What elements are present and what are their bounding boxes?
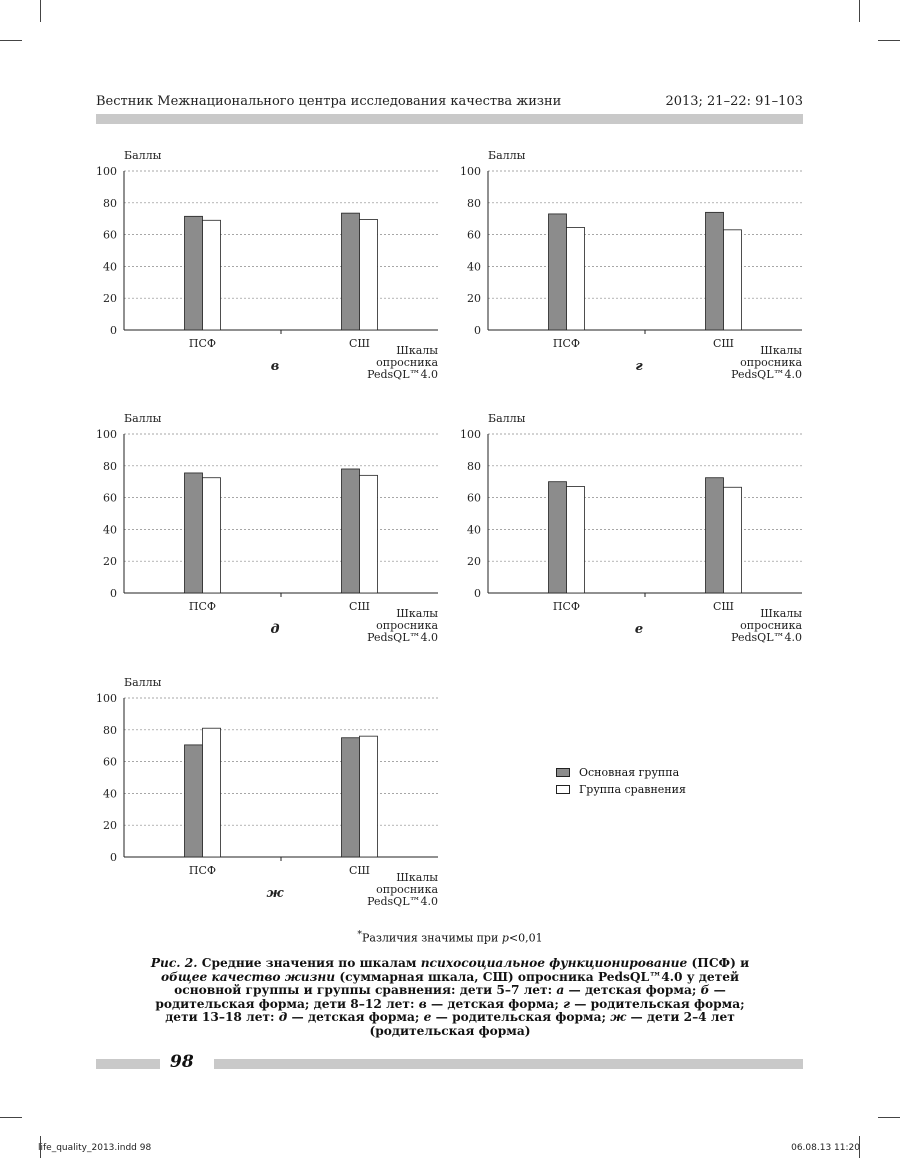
caption-term: общее качество жизни [160, 969, 336, 984]
caption-panel-letter: в [418, 996, 427, 1011]
caption-text: — родительская форма; дети 8–12 лет: [155, 983, 726, 1011]
y-tick-label: 40 [103, 523, 117, 537]
y-tick-label: 80 [103, 459, 117, 473]
caption-text: — родительская форма; дети 13–18 лет: [165, 996, 745, 1024]
y-tick-label: 100 [460, 428, 481, 441]
page-number: 98 [170, 1052, 194, 1072]
y-axis-label: Баллы [488, 412, 526, 425]
caption-panel-letter: д [278, 1010, 288, 1024]
y-tick-label: 60 [103, 755, 117, 769]
bar-comparison [203, 478, 221, 593]
y-tick-label: 0 [110, 324, 117, 337]
caption-label: Рис. 2. [150, 956, 198, 970]
footer-bar-left [96, 1059, 160, 1069]
x-tick-label: ПСФ [188, 337, 217, 350]
caption-text: — родительская форма; [431, 1010, 611, 1024]
x-tick-label: СШ [713, 600, 734, 613]
caption-text: — детская форма; [426, 996, 564, 1011]
caption-text: Средние значения по шкалам [197, 956, 421, 970]
caption-text: — дети 2–4 лет (родительская форма) [369, 1010, 735, 1038]
x-axis-label: опросника [376, 883, 438, 896]
caption-panel-letter: б [700, 983, 710, 997]
y-tick-label: 0 [474, 587, 481, 600]
y-tick-label: 100 [460, 165, 481, 178]
x-axis-label: PedsQL™4.0 [731, 368, 802, 381]
bar-main [342, 213, 360, 330]
caption-text: — детская форма; [564, 983, 701, 997]
y-tick-label: 0 [110, 587, 117, 600]
x-axis-label: Шкалы [396, 871, 438, 884]
running-head [96, 94, 803, 112]
y-tick-label: 20 [103, 819, 117, 833]
panel-letter: е [634, 622, 644, 637]
slug-file: life_quality_2013.indd 98 [38, 1143, 152, 1153]
caption-text: (суммарная шкала, СШ) опросника PedsQL™4.0 у детей основной группы и группы сравнения: дети 5–7 лет: [174, 969, 740, 997]
bar-comparison [203, 220, 221, 330]
legend-label-comparison: Группа сравнения [579, 783, 686, 796]
journal-title: Вестник Межнационального центра исследования качества жизни [96, 94, 562, 109]
bar-chart-d [80, 409, 450, 659]
x-axis-label: PedsQL™4.0 [367, 631, 438, 644]
x-tick-label: ПСФ [552, 337, 581, 350]
y-tick-label: 0 [110, 851, 117, 864]
bar-comparison [567, 227, 585, 330]
bar-comparison [360, 475, 378, 593]
bar-comparison [360, 736, 378, 857]
footnote-p: p [501, 931, 509, 945]
bar-comparison [724, 487, 742, 593]
panel-letter: д [270, 622, 280, 637]
crop-mark [859, 0, 860, 22]
x-axis-label: опросника [740, 356, 802, 369]
bar-comparison [203, 728, 221, 857]
y-tick-label: 60 [103, 491, 117, 505]
bar-chart-e [444, 409, 814, 659]
citation: 2013; 21–22: 91–103 [665, 94, 803, 109]
crop-mark [878, 1117, 900, 1118]
x-axis-label: PedsQL™4.0 [731, 631, 802, 644]
bar-main [549, 482, 567, 593]
x-axis-label: Шкалы [396, 607, 438, 620]
bar-comparison [360, 219, 378, 330]
bar-chart-zh [80, 673, 450, 923]
y-tick-label: 40 [467, 523, 481, 537]
bar-main [706, 212, 724, 330]
bar-main [185, 473, 203, 593]
crop-mark [0, 1117, 22, 1118]
caption-text: (ПСФ) и [687, 956, 750, 970]
caption-panel-letter: ж [610, 1010, 627, 1024]
x-tick-label: ПСФ [188, 600, 217, 613]
bar-main [185, 745, 203, 857]
x-tick-label: СШ [349, 337, 370, 350]
bar-chart-g [444, 146, 814, 396]
x-tick-label: СШ [349, 600, 370, 613]
x-tick-label: СШ [349, 864, 370, 877]
significance-footnote [0, 929, 900, 945]
legend-item-main [556, 764, 686, 781]
y-tick-label: 80 [467, 196, 481, 210]
bar-comparison [567, 486, 585, 593]
y-tick-label: 80 [467, 459, 481, 473]
footnote-star: * [357, 929, 362, 940]
y-tick-label: 80 [103, 196, 117, 210]
caption-term: психосоциальное функционирование [420, 956, 688, 970]
y-tick-label: 20 [103, 292, 117, 306]
bar-comparison [724, 230, 742, 330]
x-axis-label: опросника [376, 356, 438, 369]
x-tick-label: СШ [713, 337, 734, 350]
panel-letter: ж [266, 886, 284, 901]
y-tick-label: 40 [467, 260, 481, 274]
legend-label-main: Основная группа [579, 766, 680, 779]
y-axis-label: Баллы [488, 149, 526, 162]
footnote-text: Различия значимы при [361, 931, 502, 945]
bar-chart-v [80, 146, 450, 396]
caption-panel-letter: г [563, 996, 570, 1011]
y-tick-label: 60 [467, 491, 481, 505]
crop-mark [40, 0, 41, 22]
y-tick-label: 20 [467, 555, 481, 569]
header-rule [96, 114, 803, 124]
legend-item-comparison [556, 781, 686, 798]
footer-bar-right [214, 1059, 803, 1069]
y-axis-label: Баллы [124, 149, 162, 162]
x-axis-label: опросника [376, 619, 438, 632]
x-tick-label: ПСФ [188, 864, 217, 877]
y-tick-label: 20 [467, 292, 481, 306]
bar-main [342, 738, 360, 857]
legend-swatch-main [556, 768, 570, 777]
y-tick-label: 100 [96, 165, 117, 178]
y-tick-label: 80 [103, 723, 117, 737]
caption-panel-letter: е [423, 1010, 432, 1024]
bar-main [342, 469, 360, 593]
x-axis-label: Шкалы [396, 344, 438, 357]
y-tick-label: 40 [103, 260, 117, 274]
y-tick-label: 20 [103, 555, 117, 569]
x-axis-label: Шкалы [760, 607, 802, 620]
y-tick-label: 100 [96, 692, 117, 705]
legend-swatch-comparison [556, 785, 570, 794]
figure-caption [150, 957, 750, 1038]
chart-legend [556, 764, 686, 798]
caption-panel-letter: а [556, 983, 565, 997]
crop-mark [878, 40, 900, 41]
crop-mark [0, 40, 22, 41]
y-tick-label: 100 [96, 428, 117, 441]
bar-main [706, 478, 724, 593]
caption-text: — детская форма; [287, 1010, 424, 1024]
y-tick-label: 60 [467, 228, 481, 242]
bar-main [549, 214, 567, 330]
x-axis-label: PedsQL™4.0 [367, 895, 438, 908]
y-axis-label: Баллы [124, 676, 162, 689]
x-axis-label: PedsQL™4.0 [367, 368, 438, 381]
panel-letter: г [635, 359, 643, 374]
x-tick-label: ПСФ [552, 600, 581, 613]
panel-letter: в [270, 359, 280, 374]
y-tick-label: 0 [474, 324, 481, 337]
y-tick-label: 40 [103, 787, 117, 801]
x-axis-label: Шкалы [760, 344, 802, 357]
slug-datetime: 06.08.13 11:20 [791, 1143, 860, 1153]
y-axis-label: Баллы [124, 412, 162, 425]
x-axis-label: опросника [740, 619, 802, 632]
y-tick-label: 60 [103, 228, 117, 242]
footnote-value: <0,01 [508, 931, 543, 945]
bar-main [185, 216, 203, 330]
